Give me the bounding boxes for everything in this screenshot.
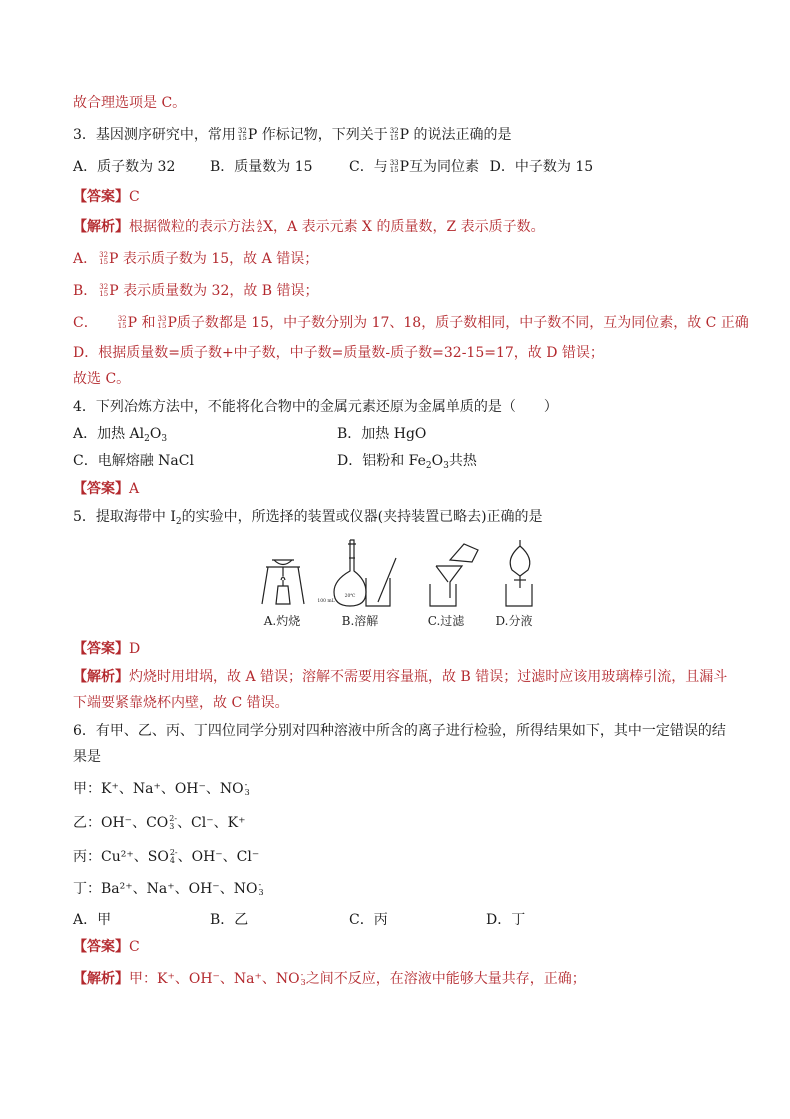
answer-3: 【答案】C [73,189,140,205]
question-6: 6．有甲、乙、丙、丁四位同学分别对四种溶液中所含的离子进行检验，所得结果如下，其中一定错误的结 [73,723,726,739]
result-bing: 丙：Cu²⁺、SO 2- 4 、OH⁻、Cl⁻ [73,848,260,865]
explanation-6: 【解析】甲：K⁺、OH⁻、Na⁺、NO - 3 之间不反应，在溶液中能够大量共存，正确； [73,970,586,987]
label-b: B.溶解 [341,614,379,628]
label-a: A.灼烧 [263,614,301,628]
beaker-b [366,558,396,606]
explanation-3: 【解析】根据微粒的表示方法 A Z X，A 表示元素 X 的质量数，Z 表示质子数。 [73,219,545,235]
explanation-3-d: D．根据质量数=质子数+中子数，中子数=质量数-质子数=32-15=17，故 D 错误； [73,345,604,361]
flask-temp-label: 20℃ [344,594,356,599]
label-d: D.分液 [495,614,533,628]
result-jia: 甲：K⁺、Na⁺、OH⁻、NO - 3 [73,780,250,797]
explanation-5-cont: 下端要紧靠烧杯内壁，故 C 错误。 [73,695,289,711]
question-5: 5．提取海带中 $I_2$的实验中，所选择的装置或仪器(夹持装置已略去)正确的是 [73,509,543,527]
question-3: 3．基因测序研究中，常用 32 15 P 作标记物，下列关于 32 15 P 的说法正确的是 [73,127,512,143]
question-4-options-row1: A．加热 $Al_2O_3$ B．加热 HgO [73,426,427,444]
explanation-3-a: A． 32 15 P 表示质子数为 15，故 A 错误； [73,251,319,267]
result-yi: 乙：OH⁻、CO 2- 3 、Cl⁻、K⁺ [73,814,246,831]
explanation-3-c: C． 32 15 P 和 33 15 P质子数都是 15，中子数分别为 17、18，质子数相同，中子数不同，互为同位素，故 C 正确 [73,315,749,331]
question-6-options: A．甲 B．乙 C．丙 D．丁 [73,912,526,928]
answer-6: 【答案】C [73,939,140,955]
apparatus-figure [250,536,550,632]
filter-funnel [430,544,478,606]
explanation-5: 【解析】灼烧时用坩埚，故 A 错误；溶解不需要用容量瓶，故 B 错误；过滤时应该用玻璃棒引流，且漏斗 [73,669,728,685]
question-6-cont: 果是 [73,749,101,765]
isotope-notation: 32 15 [237,127,247,142]
result-ding: 丁：Ba²⁺、Na⁺、OH⁻、NO - 3 [73,880,264,897]
separating-funnel [506,540,532,606]
question-4: 4．下列冶炼方法中，不能将化合物中的金属元素还原为金属单质的是（ ） [73,399,558,415]
answer-4: 【答案】A [73,481,140,497]
label-c: C.过滤 [427,614,465,628]
crucible-apparatus [262,560,304,604]
previous-conclusion: 故合理选项是 C。 [73,95,187,111]
question-4-options-row2: C．电解熔融 NaCl D．铝粉和 $Fe_2O_3$共热 [73,453,477,471]
flask-volume-label: 100 mL [317,599,335,604]
explanation-3-end: 故选 C。 [73,371,131,387]
isotope-notation: 32 15 [389,127,399,142]
answer-5: 【答案】D [73,641,141,657]
explanation-3-b: B． 32 15 P 表示质量数为 32，故 B 错误； [73,283,319,299]
question-3-options: A．质子数为 32 B．质量数为 15 C．与 33 15 P互为同位素 D．中子数为 15 [73,159,594,175]
